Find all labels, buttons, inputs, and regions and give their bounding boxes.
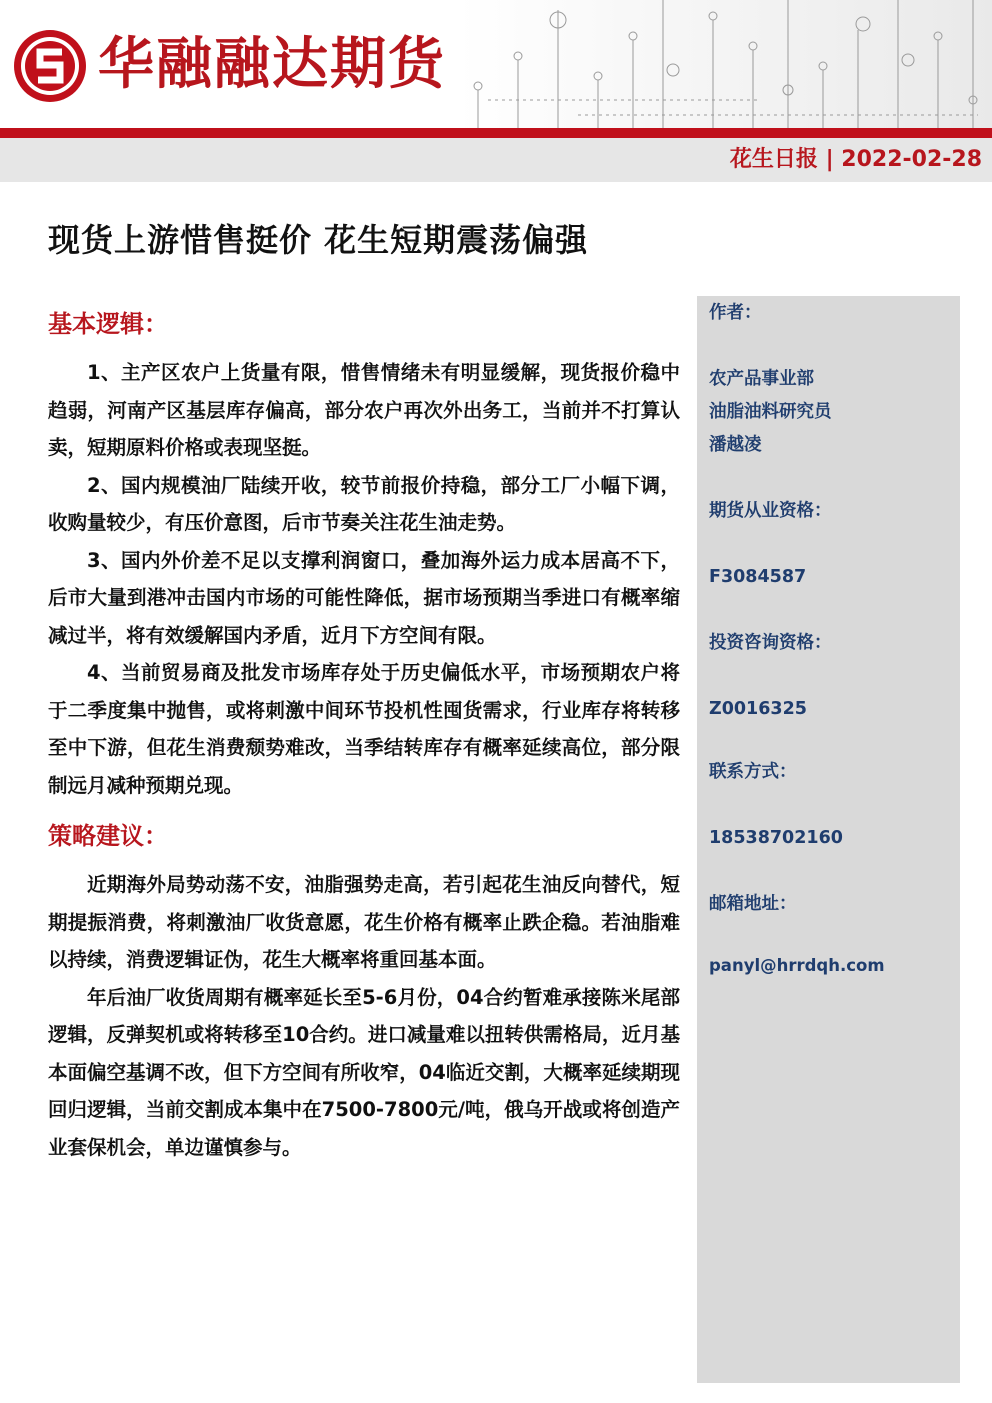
logic-paragraph-3: 3、国内外价差不足以支撑利润窗口，叠加海外运力成本居高不下，后市大量到港冲击国内市场的可能性降低，据市场预期当季进口有概率缩减过半，将有效缓解国内矛盾，近月下方空间有限。 <box>48 548 680 647</box>
strategy-paragraph-1: 近期海外局势动荡不安，油脂强势走高，若引起花生油反向替代，短期提振消费，将刺激油厂收货意愿，花生价格有概率止跌企稳。若油脂难以持续，消费逻辑证伪，花生大概率将重回基本面。 <box>48 873 680 971</box>
author-label: 作者： <box>709 303 762 323</box>
email-label: 邮箱地址： <box>709 894 797 914</box>
header-red-band <box>0 128 992 138</box>
consulting-qualification-number: Z0016325 <box>709 699 807 719</box>
header-decoration <box>458 0 992 128</box>
strategy-paragraph-2: 年后油厂收货周期有概率延长至5-6月份，04合约暂难承接陈米尾部逻辑，反弹契机或将转移至10合约。进口减量难以扭转供需格局，近月基本面偏空基调不改，但下方空间有所收窄，04临近交割，大概率延续期现回归逻辑，当前交割成本集中在7500-7800元/吨，俄乌开战或将创造产业套保机会，单边谨慎参与。 <box>48 985 680 1159</box>
consulting-qualification-label: 投资咨询资格： <box>709 633 832 653</box>
logic-paragraph-2: 2、国内规模油厂陆续开收，较节前报价持稳，部分工厂小幅下调，收购量较少，有压价意图，后市节奏关注花生油走势。 <box>48 473 680 534</box>
author-name: 潘越凌 <box>709 435 762 455</box>
company-name: 华融融达期货 <box>98 32 446 97</box>
company-logo-icon <box>12 28 88 104</box>
report-type-date: 花生日报 | 2022-02-28 <box>729 147 982 172</box>
author-role: 油脂油料研究员 <box>709 402 832 422</box>
report-title: 现货上游惜售挺价 花生短期震荡偏强 <box>48 221 589 259</box>
futures-qualification-number: F3084587 <box>709 567 807 587</box>
author-sidebar <box>697 296 960 1383</box>
contact-email[interactable]: panyl@hrrdqh.com <box>709 956 885 975</box>
section-heading-logic: 基本逻辑： <box>48 310 168 338</box>
main-content <box>48 306 680 1166</box>
page-header <box>0 0 992 128</box>
contact-label: 联系方式： <box>709 762 797 782</box>
logic-paragraph-4: 4、当前贸易商及批发市场库存处于历史偏低水平，市场预期农户将于二季度集中抛售，或将刺激中间环节投机性囤货需求，行业库存将转移至中下游，但花生消费颓势难改，当季结转库存有概率延续高位，部分限制远月减种预期兑现。 <box>48 661 680 797</box>
contact-phone: 18538702160 <box>709 828 843 848</box>
futures-qualification-label: 期货从业资格： <box>709 501 832 521</box>
section-heading-strategy: 策略建议： <box>48 822 168 850</box>
author-department: 农产品事业部 <box>709 369 814 389</box>
logic-paragraph-1: 1、主产区农户上货量有限，惜售情绪未有明显缓解，现货报价稳中趋弱，河南产区基层库存偏高，部分农户再次外出务工，当前并不打算认卖，短期原料价格或表现坚挺。 <box>48 361 680 459</box>
